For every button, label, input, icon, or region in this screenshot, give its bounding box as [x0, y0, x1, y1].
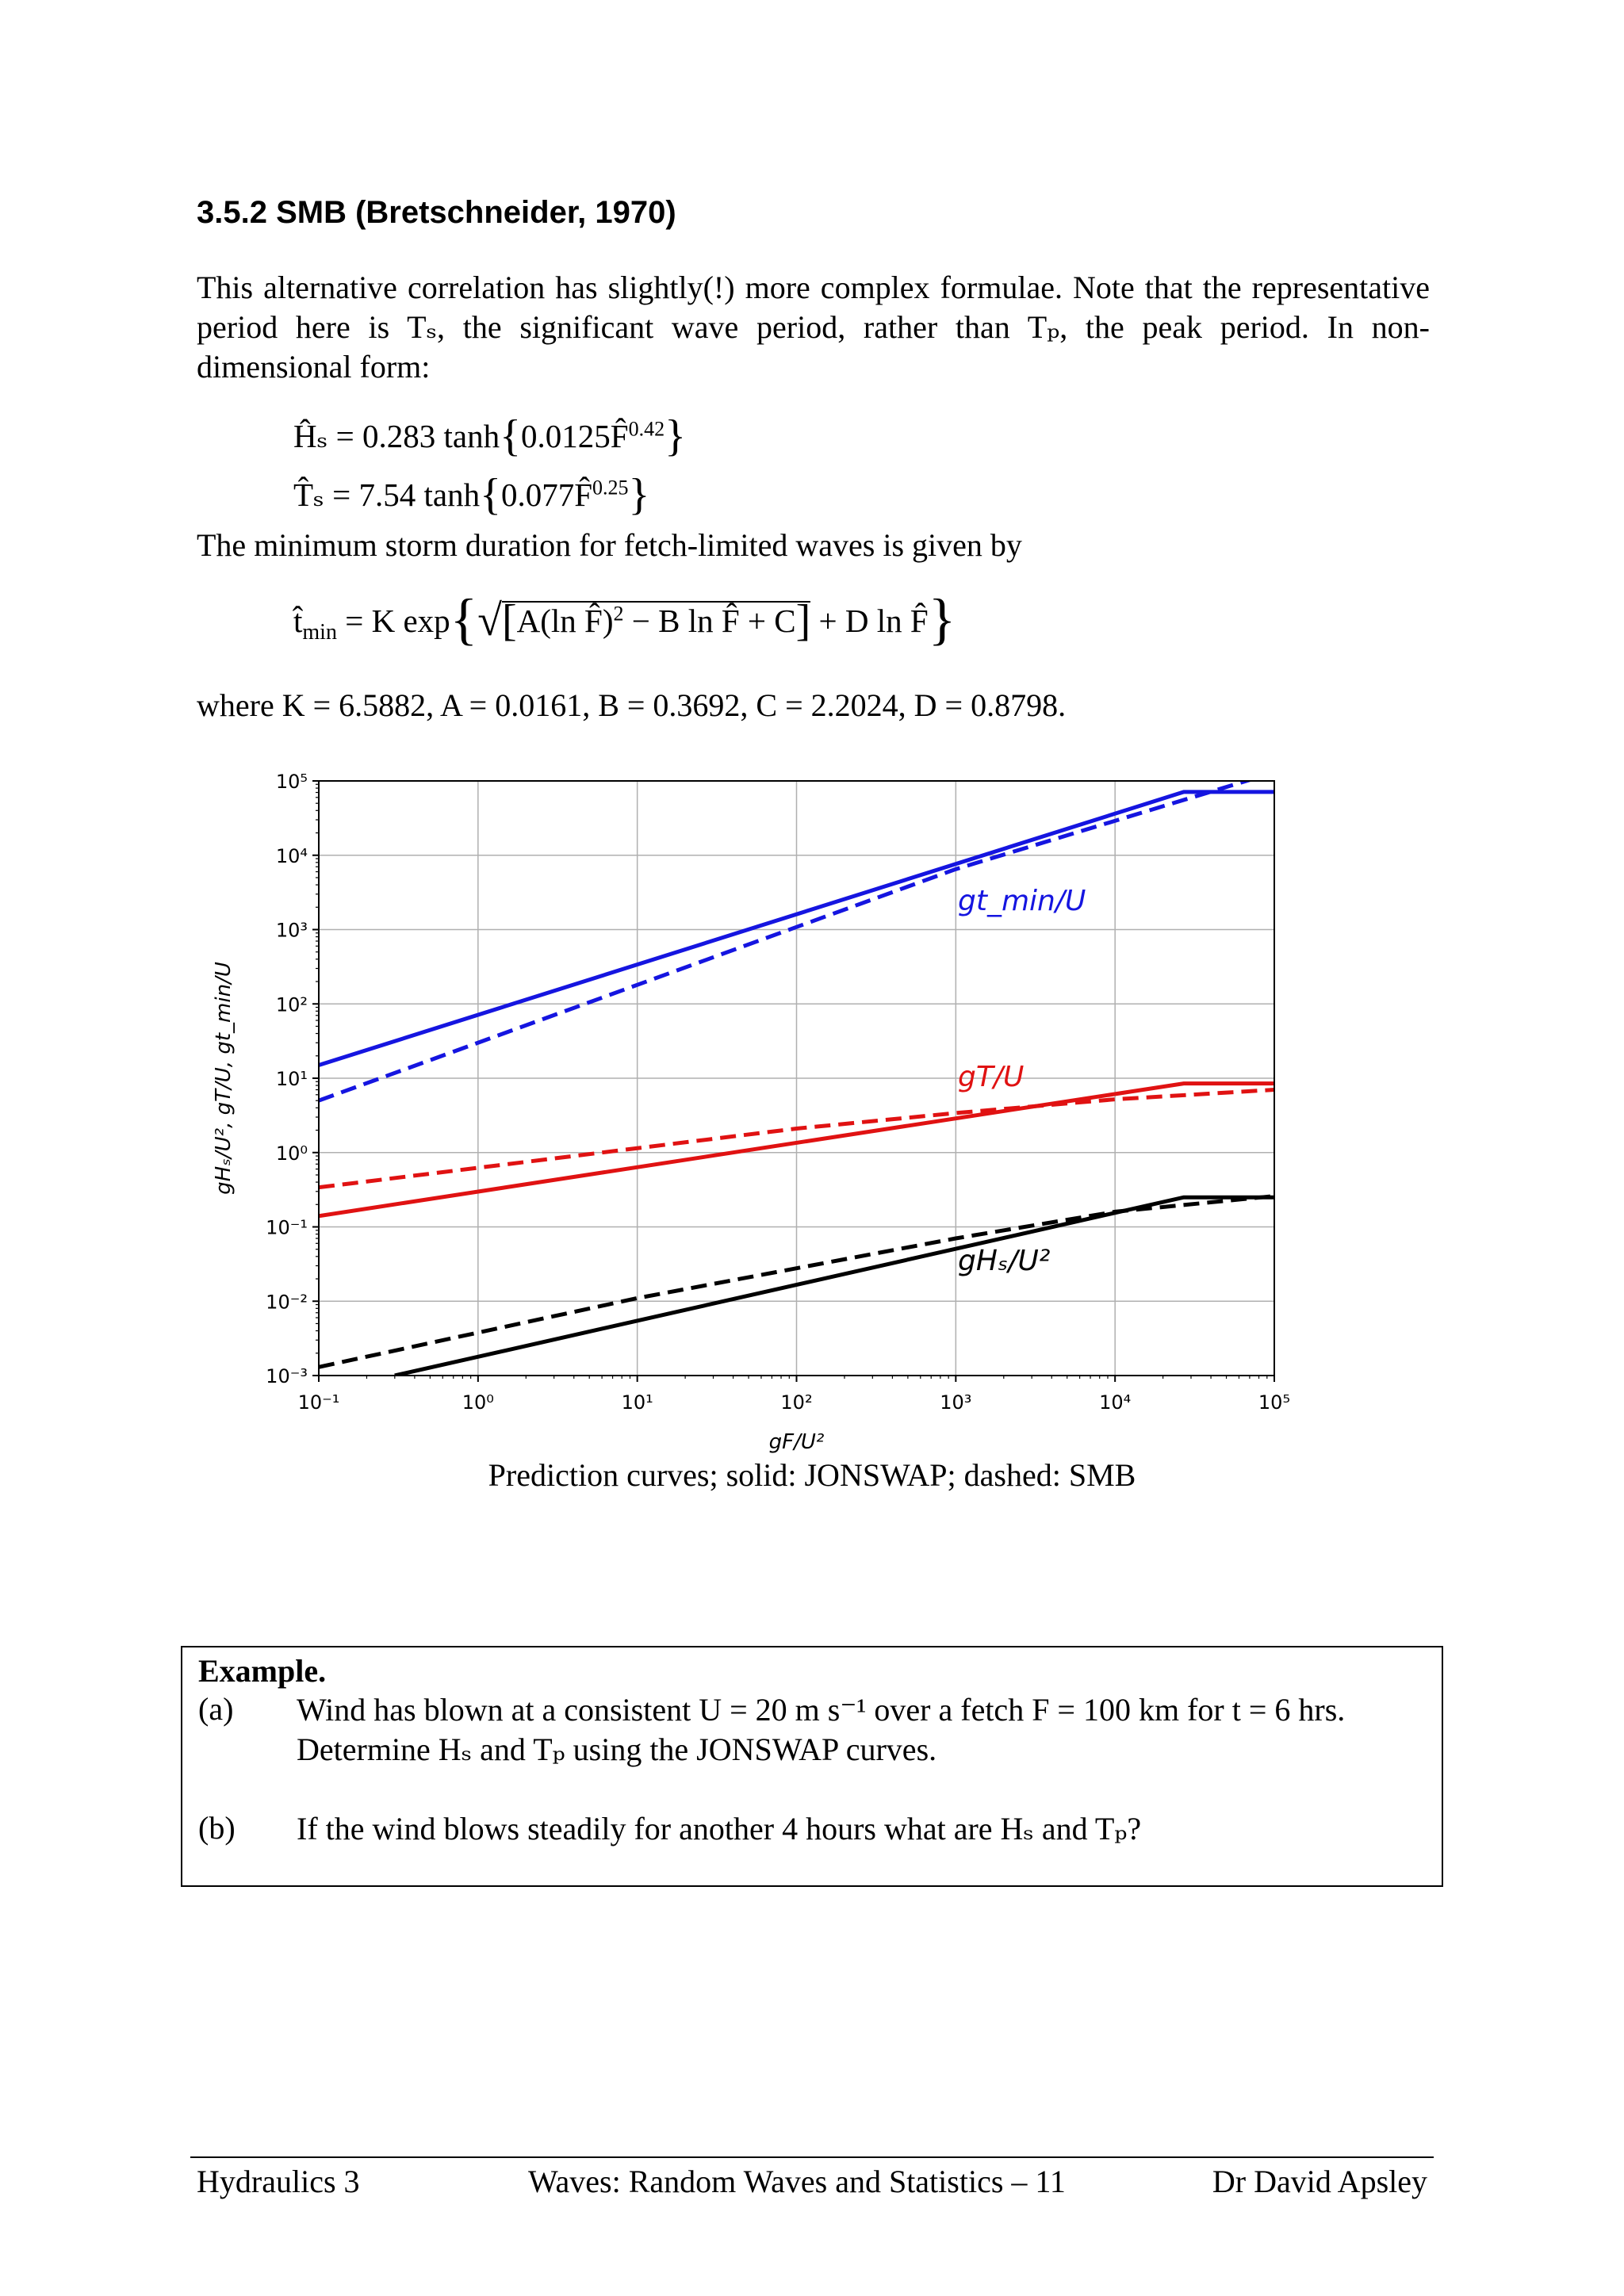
- figure-caption: Prediction curves; solid: JONSWAP; dashed: SMB: [488, 1457, 1136, 1493]
- curve-annotation: gHₛ/U²: [958, 1245, 1051, 1277]
- x-tick-label: 10⁵: [1258, 1391, 1291, 1414]
- x-tick-label: 10⁰: [462, 1391, 494, 1414]
- brace-right: }: [665, 411, 686, 461]
- example-b-text: If the wind blows steadily for another 4 hours what are Hₛ and Tₚ?: [297, 1811, 1142, 1846]
- y-axis-label: gHₛ/U², gT/U, gt_min/U: [212, 962, 236, 1195]
- x-tick-label: 10⁴: [1099, 1391, 1132, 1414]
- equation-ts-arg: 0.077F̂: [500, 476, 593, 513]
- example-b-label: (b): [198, 1810, 236, 1846]
- x-tick-label: 10¹: [621, 1391, 653, 1414]
- section-heading: 3.5.2 SMB (Bretschneider, 1970): [197, 195, 676, 230]
- equation-tmin-inner-rest: − B ln F̂ + C: [623, 603, 796, 639]
- brace-left: {: [500, 411, 522, 461]
- equation-hs-arg: 0.0125F̂: [521, 418, 629, 454]
- sqrt-radicand: [501, 596, 811, 645]
- brace-left: {: [450, 587, 478, 651]
- example-box: [181, 1646, 1443, 1887]
- equation-ts-exponent: 0.25: [592, 476, 629, 499]
- y-tick-label: 10⁻¹: [266, 1216, 308, 1239]
- curve-annotation: gT/U: [958, 1061, 1025, 1093]
- y-tick-label: 10¹: [275, 1068, 308, 1090]
- equation-tmin-subscript: min: [302, 620, 337, 645]
- bracket-left: [: [501, 596, 517, 645]
- duration-text: The minimum storm duration for fetch-limited waves is given by: [197, 527, 1022, 563]
- brace-left: {: [480, 470, 501, 519]
- constants-text: where K = 6.5882, A = 0.0161, B = 0.3692, C = 2.2024, D = 0.8798.: [197, 687, 1067, 723]
- equation-hs-lhs: Ĥₛ = 0.283 tanh: [293, 418, 500, 454]
- x-tick-label: 10³: [940, 1391, 972, 1414]
- y-tick-label: 10⁵: [275, 771, 308, 793]
- y-tick-label: 10³: [275, 919, 308, 942]
- equation-tmin: [293, 587, 956, 652]
- sqrt-sign: √: [477, 596, 502, 645]
- y-tick-label: 10⁻²: [266, 1291, 308, 1314]
- prediction-chart: [198, 761, 1308, 1459]
- example-a-line2: Determine Hₛ and Tₚ using the JONSWAP curves.: [297, 1732, 937, 1767]
- equation-ts-lhs: T̂ₛ = 7.54 tanh: [293, 476, 481, 513]
- label-layer: [212, 771, 1290, 1454]
- equation-ts: [293, 469, 649, 520]
- footer-rule: [190, 2156, 1434, 2158]
- brace-right: }: [928, 587, 956, 651]
- equation-tmin-lhs: t̂: [293, 603, 303, 639]
- footer-title: Waves: Random Waves and Statistics – 11: [528, 2164, 1066, 2199]
- x-axis-label: gF/U²: [768, 1430, 825, 1454]
- x-tick-label: 10⁻¹: [297, 1391, 340, 1414]
- series-gh-u-solid: [395, 1197, 1274, 1376]
- tick-layer: [312, 781, 1274, 1382]
- example-a-line1: Wind has blown at a consistent U = 20 m s⁻¹ over a fetch F = 100 km for t = 6 hrs.: [297, 1692, 1346, 1728]
- equation-tmin-inner-exponent: 2: [613, 602, 624, 626]
- x-tick-label: 10²: [780, 1391, 813, 1414]
- example-title: Example.: [198, 1653, 327, 1689]
- bracket-right: ]: [795, 596, 811, 645]
- y-tick-label: 10²: [275, 993, 308, 1016]
- y-tick-label: 10⁰: [275, 1142, 308, 1165]
- example-a-label: (a): [198, 1691, 234, 1727]
- intro-paragraph: This alternative correlation has slightly(!) more complex formulae. Note that the representative period here is Tₛ, the significant wave period, rather than Tₚ, the peak period. In non-dimensional form:: [197, 270, 1430, 385]
- y-tick-label: 10⁻³: [266, 1365, 308, 1387]
- footer-author: Dr David Apsley: [1212, 2164, 1427, 2199]
- curve-annotation: gt_min/U: [958, 885, 1086, 917]
- equation-hs-exponent: 0.42: [628, 417, 665, 441]
- brace-right: }: [628, 470, 650, 519]
- equation-tmin-tail: + D ln F̂: [810, 603, 929, 639]
- y-tick-label: 10⁴: [275, 844, 308, 867]
- equation-hs: [293, 411, 686, 461]
- equation-tmin-inner: A(ln F̂): [516, 603, 614, 639]
- footer-course: Hydraulics 3: [197, 2164, 360, 2199]
- equation-tmin-rhs: = K exp: [336, 603, 450, 639]
